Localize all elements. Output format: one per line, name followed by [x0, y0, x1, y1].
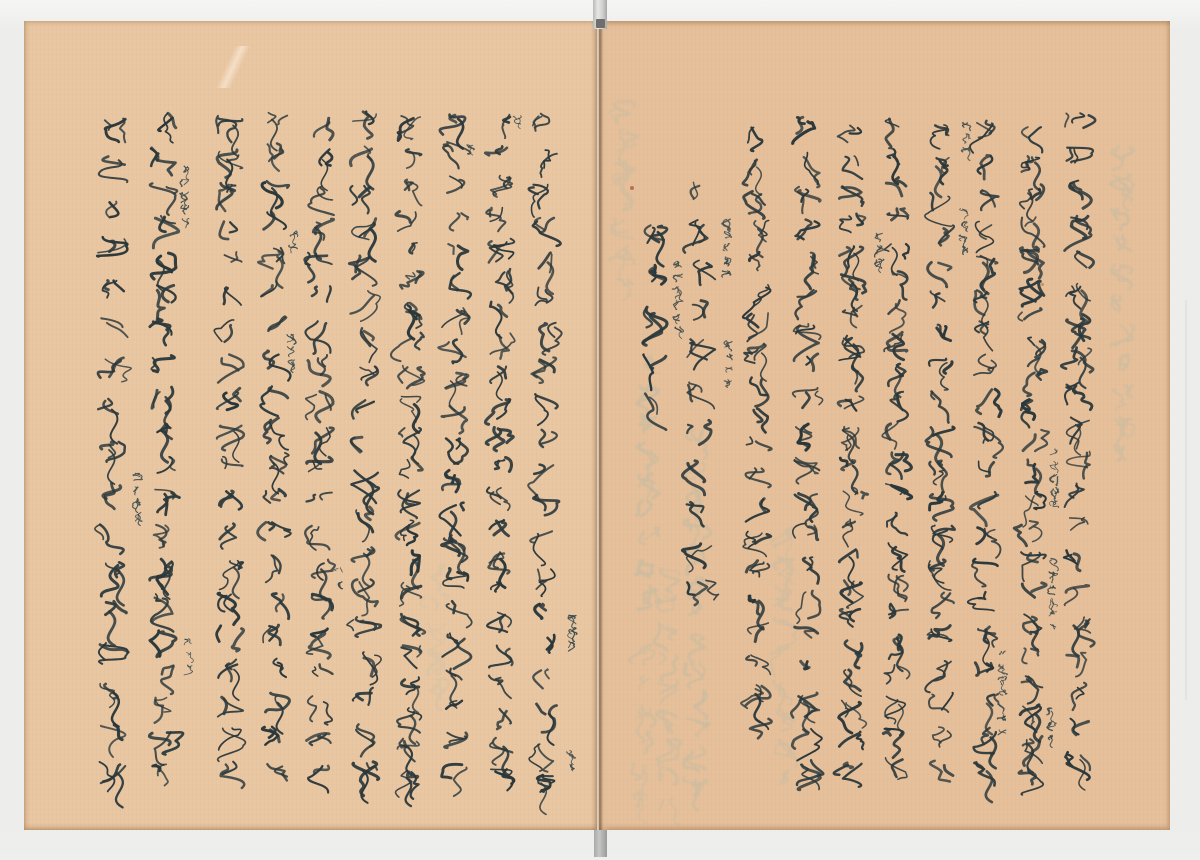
page-left [24, 21, 597, 830]
ink-speck [630, 186, 634, 190]
gutter-crease [590, 21, 610, 830]
binding-strip-bottom [594, 830, 607, 857]
binding-notch [596, 19, 605, 28]
paper-crease [178, 46, 288, 88]
page-right [599, 21, 1170, 830]
background-crease [1185, 300, 1187, 700]
ink-speck [1041, 283, 1044, 286]
